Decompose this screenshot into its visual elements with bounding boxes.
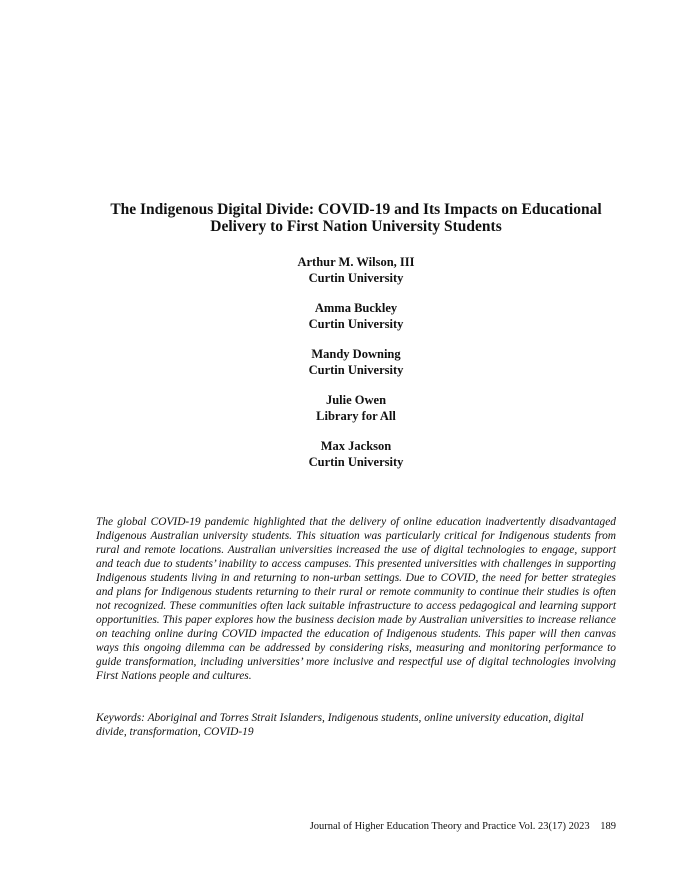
author-name: Max Jackson [320, 439, 392, 453]
author-affiliation: Curtin University [308, 362, 404, 377]
author-block [96, 393, 616, 424]
author-name: Mandy Downing [311, 347, 401, 361]
author-affiliation: Curtin University [308, 454, 404, 469]
paper-title [96, 201, 616, 235]
author-name: Julie Owen [325, 393, 387, 407]
paper-title-line-2: Delivery to First Nation University Students [210, 218, 502, 235]
author-block [96, 255, 616, 286]
author-block [96, 347, 616, 378]
keywords: Keywords: Aboriginal and Torres Strait Islanders, Indigenous students, online university education, digital divide, transformation, COVID-19 [96, 712, 584, 738]
abstract: The global COVID-19 pandemic highlighted that the delivery of online education inadvertently disadvantaged Indigenous Australian university students. This situation was particularly critical for Indigenous students from rural and remote locations. Australian universities increased the use of digital technologies to engage, support and teach due to students’ inability to access campuses. This presented universities with challenges in supporting Indigenous students living in and returning to non-urban settings. Due to COVID, the need for better strategies and plans for Indigenous students returning to their rural or remote community to continue their studies is often not recognized. These communities often lack suitable infrastructure to access pedagogical and learning support opportunities. This paper explores how the business decision made by Australian universities to increase reliance on teaching online during COVID impacted the education of Indigenous students. This paper will then canvas ways this ongoing dilemma can be addressed by considering risks, measuring and monitoring performance to guide transformation, including universities’ more inclusive and respectful use of digital technologies involving First Nations people and cultures. [96, 516, 616, 682]
author-affiliation: Curtin University [308, 270, 404, 285]
author-block [96, 301, 616, 332]
author-name: Arthur M. Wilson, III [297, 255, 415, 269]
paper-title-line-1: The Indigenous Digital Divide: COVID-19 and Its Impacts on Educational [110, 201, 602, 218]
page-footer [310, 820, 616, 833]
journal-citation: Journal of Higher Education Theory and Practice Vol. 23(17) 2023 [309, 821, 590, 832]
author-block [96, 439, 616, 470]
author-affiliation: Curtin University [308, 316, 404, 331]
page-number: 189 [600, 821, 616, 832]
author-list [96, 255, 616, 485]
author-name: Amma Buckley [314, 301, 398, 315]
author-affiliation: Library for All [316, 408, 396, 423]
